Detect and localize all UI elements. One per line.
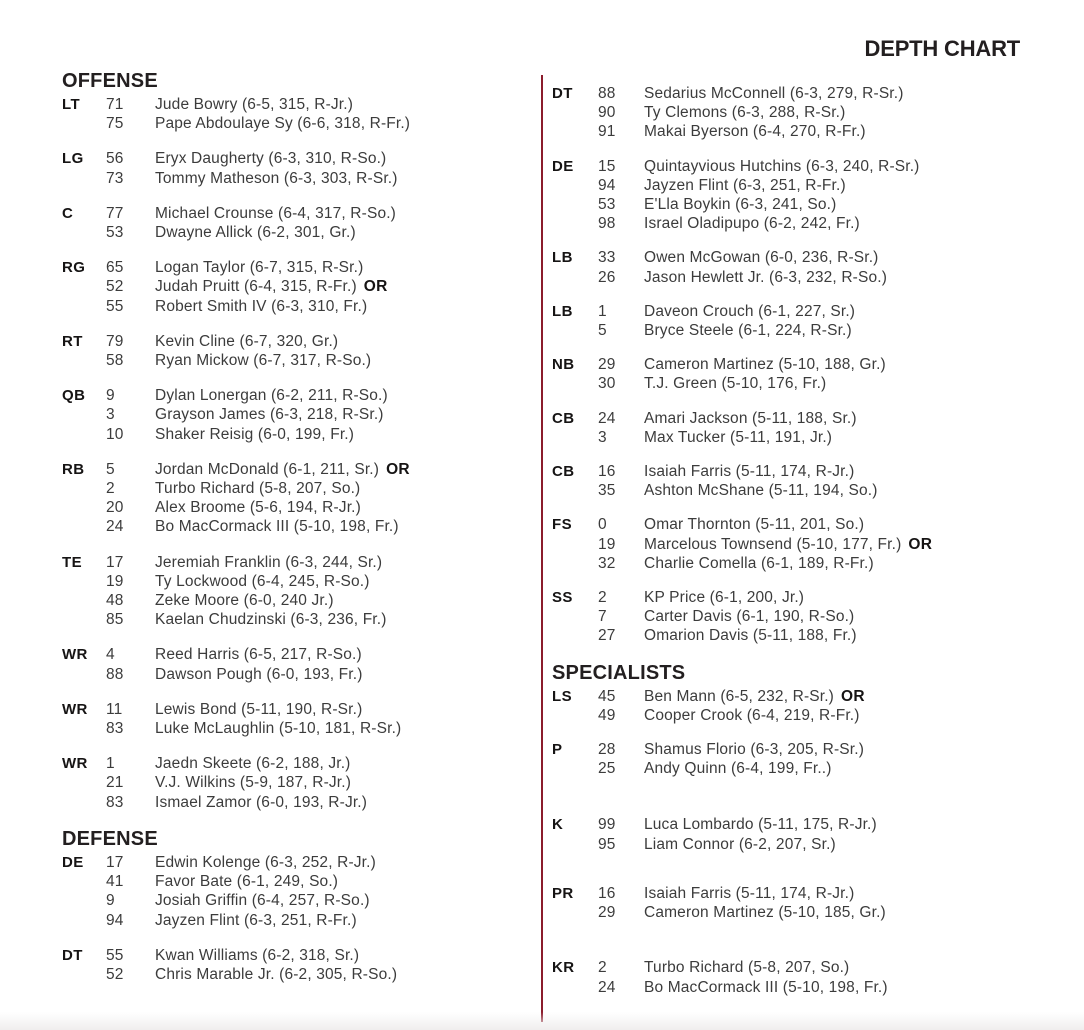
player-name: Kaelan Chudzinski (6-3, 236, Fr.) bbox=[155, 611, 387, 629]
jersey-number: 7 bbox=[598, 608, 607, 626]
position-group-c bbox=[62, 204, 540, 242]
player-row bbox=[598, 588, 1030, 607]
player-row bbox=[598, 302, 1030, 321]
jersey-number: 71 bbox=[106, 96, 124, 113]
player-name: Tommy Matheson (6-3, 303, R-Sr.) bbox=[155, 169, 398, 187]
player-name: Cameron Martinez (5-10, 185, Gr.) bbox=[644, 904, 886, 922]
player-name: Robert Smith IV (6-3, 310, Fr.) bbox=[155, 297, 368, 315]
position-label: PR bbox=[552, 884, 574, 902]
player-row bbox=[598, 176, 1030, 195]
player-name: Ashton McShane (5-11, 194, So.) bbox=[644, 482, 878, 500]
player-row bbox=[598, 706, 1030, 725]
depth-chart-column-right bbox=[552, 84, 1030, 1013]
jersey-number: 1 bbox=[598, 302, 607, 320]
jersey-number: 88 bbox=[598, 85, 616, 102]
jersey-number: 25 bbox=[598, 760, 616, 778]
jersey-number: 1 bbox=[106, 755, 115, 773]
player-name: Luca Lombardo (5-11, 175, R-Jr.) bbox=[644, 816, 877, 834]
player-name: Judah Pruitt (6-4, 315, R-Fr.) bbox=[155, 278, 357, 296]
position-label: DE bbox=[62, 853, 84, 871]
jersey-number: 95 bbox=[598, 835, 616, 853]
jersey-number: 19 bbox=[598, 535, 616, 553]
page-title: DEPTH CHART bbox=[864, 36, 1020, 61]
player-name: Jordan McDonald (6-1, 211, Sr.) bbox=[155, 460, 380, 478]
player-name: Luke McLaughlin (5-10, 181, R-Sr.) bbox=[155, 720, 402, 738]
jersey-number: 3 bbox=[598, 428, 607, 446]
position-group-cb bbox=[552, 409, 1030, 447]
position-group-wr bbox=[62, 754, 540, 812]
player-row bbox=[598, 554, 1030, 573]
position-label: WR bbox=[62, 700, 88, 718]
jersey-number: 90 bbox=[598, 104, 616, 122]
player-row bbox=[106, 517, 540, 536]
player-name: Daveon Crouch (6-1, 227, Sr.) bbox=[644, 302, 856, 320]
jersey-number: 94 bbox=[598, 176, 616, 194]
player-row bbox=[106, 754, 540, 773]
player-name: Grayson James (6-3, 218, R-Sr.) bbox=[155, 406, 384, 424]
player-row bbox=[106, 223, 540, 242]
player-name: Dylan Lonergan (6-2, 211, R-So.) bbox=[155, 387, 388, 405]
jersey-number: 35 bbox=[598, 482, 616, 500]
position-group-rb bbox=[62, 460, 540, 537]
player-name: T.J. Green (5-10, 176, Fr.) bbox=[644, 375, 827, 393]
player-name: KP Price (6-1, 200, Jr.) bbox=[644, 589, 805, 607]
position-label: TE bbox=[62, 553, 82, 571]
player-name: Dwayne Allick (6-2, 301, Gr.) bbox=[155, 224, 356, 242]
player-name: Eryx Daugherty (6-3, 310, R-So.) bbox=[155, 150, 387, 168]
jersey-number: 2 bbox=[106, 480, 115, 498]
player-row bbox=[598, 884, 1030, 903]
position-label: C bbox=[62, 204, 74, 222]
player-row bbox=[598, 248, 1030, 267]
player-name: Amari Jackson (5-11, 188, Sr.) bbox=[644, 409, 857, 427]
position-label: RB bbox=[62, 460, 85, 478]
position-label: QB bbox=[62, 387, 86, 405]
player-row bbox=[106, 793, 540, 812]
player-name: Sedarius McConnell (6-3, 279, R-Sr.) bbox=[644, 85, 904, 102]
player-row bbox=[598, 687, 1030, 706]
column-divider bbox=[541, 75, 543, 1022]
player-row bbox=[598, 157, 1030, 176]
jersey-number: 98 bbox=[598, 215, 616, 233]
player-name: Bryce Steele (6-1, 224, R-Sr.) bbox=[644, 322, 852, 340]
player-name: Edwin Kolenge (6-3, 252, R-Jr.) bbox=[155, 853, 376, 871]
jersey-number: 27 bbox=[598, 627, 616, 645]
player-name: Ty Clemons (6-3, 288, R-Sr.) bbox=[644, 104, 846, 122]
player-name: Isaiah Farris (5-11, 174, R-Jr.) bbox=[644, 463, 855, 481]
player-name: Josiah Griffin (6-4, 257, R-So.) bbox=[155, 892, 370, 910]
player-name: Jude Bowry (6-5, 315, R-Jr.) bbox=[155, 96, 354, 113]
player-row bbox=[106, 332, 540, 351]
section-offense bbox=[62, 70, 540, 812]
jersey-number: 24 bbox=[598, 978, 616, 996]
position-group-ls bbox=[552, 687, 1030, 725]
jersey-number: 48 bbox=[106, 592, 124, 610]
position-label: NB bbox=[552, 356, 575, 374]
jersey-number: 16 bbox=[598, 884, 616, 902]
jersey-number: 56 bbox=[106, 150, 124, 168]
jersey-number: 58 bbox=[106, 352, 124, 370]
player-name: Makai Byerson (6-4, 270, R-Fr.) bbox=[644, 123, 866, 141]
player-name: Dawson Pough (6-0, 193, Fr.) bbox=[155, 665, 363, 683]
jersey-number: 4 bbox=[106, 646, 115, 664]
section-heading-specialists: SPECIALISTS bbox=[552, 661, 686, 684]
player-name: Michael Crounse (6-4, 317, R-So.) bbox=[155, 204, 396, 222]
player-row bbox=[106, 591, 540, 610]
player-name: Cameron Martinez (5-10, 188, Gr.) bbox=[644, 356, 886, 374]
position-label: WR bbox=[62, 755, 88, 773]
jersey-number: 94 bbox=[106, 911, 124, 929]
jersey-number: 2 bbox=[598, 589, 607, 607]
section-specialists bbox=[552, 662, 1030, 997]
player-name: Reed Harris (6-5, 217, R-So.) bbox=[155, 646, 362, 664]
player-row bbox=[106, 277, 540, 296]
player-row bbox=[598, 835, 1030, 854]
player-name: Marcelous Townsend (5-10, 177, Fr.) bbox=[644, 535, 902, 553]
player-row bbox=[106, 965, 540, 984]
position-group-fs bbox=[552, 515, 1030, 573]
position-group-de bbox=[552, 157, 1030, 234]
jersey-number: 29 bbox=[598, 356, 616, 374]
jersey-number: 24 bbox=[106, 518, 124, 536]
player-row bbox=[106, 460, 540, 479]
player-row bbox=[106, 351, 540, 370]
position-label: LS bbox=[552, 687, 572, 705]
position-group-qb bbox=[62, 386, 540, 444]
position-label: FS bbox=[552, 516, 572, 534]
position-label: P bbox=[552, 741, 563, 759]
player-row bbox=[106, 297, 540, 316]
jersey-number: 16 bbox=[598, 463, 616, 481]
position-group-wr bbox=[62, 700, 540, 738]
player-row bbox=[106, 425, 540, 444]
player-name: Chris Marable Jr. (6-2, 305, R-So.) bbox=[155, 965, 398, 983]
player-row bbox=[598, 103, 1030, 122]
or-designation: OR bbox=[908, 535, 933, 553]
player-name: E'Lla Boykin (6-3, 241, So.) bbox=[644, 196, 837, 214]
player-name: Jayzen Flint (6-3, 251, R-Fr.) bbox=[155, 911, 357, 929]
jersey-number: 55 bbox=[106, 946, 124, 964]
player-name: Bo MacCormack III (5-10, 198, Fr.) bbox=[155, 518, 399, 536]
player-name: Kwan Williams (6-2, 318, Sr.) bbox=[155, 946, 360, 964]
jersey-number: 41 bbox=[106, 873, 124, 891]
position-label: KR bbox=[552, 959, 575, 977]
player-row bbox=[106, 169, 540, 188]
player-name: Ismael Zamor (6-0, 193, R-Jr.) bbox=[155, 793, 368, 811]
player-row bbox=[106, 204, 540, 223]
player-name: Jason Hewlett Jr. (6-3, 232, R-So.) bbox=[644, 268, 888, 286]
jersey-number: 0 bbox=[598, 516, 607, 534]
player-name: Jaedn Skeete (6-2, 188, Jr.) bbox=[155, 755, 351, 773]
position-group-kr bbox=[552, 958, 1030, 996]
jersey-number: 88 bbox=[106, 665, 124, 683]
player-row bbox=[106, 405, 540, 424]
position-label: WR bbox=[62, 646, 88, 664]
position-group-pr bbox=[552, 884, 1030, 922]
player-row bbox=[598, 515, 1030, 534]
jersey-number: 49 bbox=[598, 706, 616, 724]
depth-chart-column-left bbox=[62, 68, 540, 1000]
player-row bbox=[106, 479, 540, 498]
player-name: Logan Taylor (6-7, 315, R-Sr.) bbox=[155, 259, 364, 277]
player-name: Favor Bate (6-1, 249, So.) bbox=[155, 873, 339, 891]
position-label: CB bbox=[552, 409, 575, 427]
jersey-number: 30 bbox=[598, 375, 616, 393]
player-row bbox=[106, 911, 540, 930]
position-label: SS bbox=[552, 589, 573, 607]
player-row bbox=[106, 700, 540, 719]
player-row bbox=[106, 386, 540, 405]
jersey-number: 55 bbox=[106, 297, 124, 315]
jersey-number: 83 bbox=[106, 793, 124, 811]
position-label: DT bbox=[552, 85, 573, 102]
position-label: CB bbox=[552, 463, 575, 481]
player-row bbox=[598, 759, 1030, 778]
player-name: Max Tucker (5-11, 191, Jr.) bbox=[644, 428, 833, 446]
position-group-ss bbox=[552, 588, 1030, 646]
player-row bbox=[598, 122, 1030, 141]
jersey-number: 29 bbox=[598, 904, 616, 922]
player-row bbox=[598, 462, 1030, 481]
player-name: Jayzen Flint (6-3, 251, R-Fr.) bbox=[644, 176, 846, 194]
player-row bbox=[106, 114, 540, 133]
jersey-number: 52 bbox=[106, 965, 124, 983]
player-name: V.J. Wilkins (5-9, 187, R-Jr.) bbox=[155, 774, 352, 792]
player-row bbox=[106, 258, 540, 277]
jersey-number: 65 bbox=[106, 259, 124, 277]
player-row bbox=[106, 665, 540, 684]
player-row bbox=[598, 268, 1030, 287]
position-group-dt bbox=[62, 946, 540, 984]
player-name: Ben Mann (6-5, 232, R-Sr.) bbox=[644, 687, 834, 705]
jersey-number: 9 bbox=[106, 892, 115, 910]
player-row bbox=[106, 719, 540, 738]
position-group-nb bbox=[552, 355, 1030, 393]
player-name: Bo MacCormack III (5-10, 198, Fr.) bbox=[644, 978, 888, 996]
player-name: Charlie Comella (6-1, 189, R-Fr.) bbox=[644, 554, 874, 572]
jersey-number: 2 bbox=[598, 959, 607, 977]
jersey-number: 99 bbox=[598, 816, 616, 834]
jersey-number: 19 bbox=[106, 572, 124, 590]
jersey-number: 33 bbox=[598, 249, 616, 267]
player-row bbox=[598, 84, 1030, 103]
or-designation: OR bbox=[363, 278, 388, 296]
jersey-number: 91 bbox=[598, 123, 616, 141]
player-row bbox=[106, 853, 540, 872]
player-row bbox=[598, 978, 1030, 997]
jersey-number: 83 bbox=[106, 720, 124, 738]
position-group-wr bbox=[62, 645, 540, 683]
player-row bbox=[106, 553, 540, 572]
position-group-cb bbox=[552, 462, 1030, 500]
player-name: Zeke Moore (6-0, 240 Jr.) bbox=[155, 592, 334, 610]
jersey-number: 85 bbox=[106, 611, 124, 629]
player-row bbox=[598, 355, 1030, 374]
position-group-lt bbox=[62, 95, 540, 133]
position-label: DE bbox=[552, 157, 574, 175]
position-group-lb bbox=[552, 302, 1030, 340]
jersey-number: 5 bbox=[106, 460, 115, 478]
jersey-number: 11 bbox=[106, 700, 123, 718]
player-name: Pape Abdoulaye Sy (6-6, 318, R-Fr.) bbox=[155, 115, 411, 133]
player-row bbox=[106, 946, 540, 965]
section-defense bbox=[62, 828, 540, 984]
player-row bbox=[106, 95, 540, 114]
page-bottom-fade bbox=[0, 1012, 1084, 1030]
player-name: Owen McGowan (6-0, 236, R-Sr.) bbox=[644, 249, 879, 267]
player-row bbox=[598, 428, 1030, 447]
player-name: Kevin Cline (6-7, 320, Gr.) bbox=[155, 332, 339, 350]
jersey-number: 52 bbox=[106, 278, 124, 296]
jersey-number: 3 bbox=[106, 406, 115, 424]
jersey-number: 73 bbox=[106, 169, 124, 187]
jersey-number: 77 bbox=[106, 204, 124, 222]
player-row bbox=[106, 498, 540, 517]
jersey-number: 32 bbox=[598, 554, 616, 572]
position-group-lb bbox=[552, 248, 1030, 286]
player-row bbox=[106, 610, 540, 629]
position-label: K bbox=[552, 816, 564, 834]
player-row bbox=[598, 195, 1030, 214]
jersey-number: 21 bbox=[106, 774, 124, 792]
jersey-number: 53 bbox=[598, 196, 616, 214]
jersey-number: 5 bbox=[598, 322, 607, 340]
player-name: Andy Quinn (6-4, 199, Fr..) bbox=[644, 760, 832, 778]
jersey-number: 15 bbox=[598, 157, 616, 175]
position-group-rg bbox=[62, 258, 540, 316]
player-row bbox=[598, 607, 1030, 626]
jersey-number: 17 bbox=[106, 853, 124, 871]
position-label: RG bbox=[62, 259, 86, 277]
player-name: Shamus Florio (6-3, 205, R-Sr.) bbox=[644, 741, 864, 759]
position-group-te bbox=[62, 553, 540, 630]
player-row bbox=[106, 572, 540, 591]
player-name: Quintayvious Hutchins (6-3, 240, R-Sr.) bbox=[644, 157, 920, 175]
player-row bbox=[598, 958, 1030, 977]
or-designation: OR bbox=[840, 687, 865, 705]
player-row bbox=[106, 773, 540, 792]
jersey-number: 45 bbox=[598, 687, 616, 705]
jersey-number: 75 bbox=[106, 115, 124, 133]
jersey-number: 9 bbox=[106, 387, 115, 405]
position-label: LB bbox=[552, 302, 573, 320]
position-group-lg bbox=[62, 149, 540, 187]
position-label: LT bbox=[62, 96, 81, 113]
player-name: Shaker Reisig (6-0, 199, Fr.) bbox=[155, 425, 355, 443]
or-designation: OR bbox=[386, 460, 410, 478]
player-name: Liam Connor (6-2, 207, Sr.) bbox=[644, 835, 836, 853]
jersey-number: 28 bbox=[598, 741, 616, 759]
player-name: Omar Thornton (5-11, 201, So.) bbox=[644, 516, 865, 534]
position-group-rt bbox=[62, 332, 540, 370]
player-row bbox=[598, 321, 1030, 340]
player-row bbox=[598, 374, 1030, 393]
player-row bbox=[598, 535, 1030, 554]
position-label: LB bbox=[552, 249, 573, 267]
player-name: Alex Broome (5-6, 194, R-Jr.) bbox=[155, 499, 361, 517]
section-defense-continued bbox=[552, 84, 1030, 646]
player-name: Ty Lockwood (6-4, 245, R-So.) bbox=[155, 572, 370, 590]
player-row bbox=[598, 214, 1030, 233]
position-group-k bbox=[552, 815, 1030, 853]
section-heading-offense: OFFENSE bbox=[62, 70, 158, 92]
player-name: Israel Oladipupo (6-2, 242, Fr.) bbox=[644, 215, 860, 233]
player-row bbox=[598, 815, 1030, 834]
position-label: RT bbox=[62, 332, 83, 350]
jersey-number: 10 bbox=[106, 425, 124, 443]
position-group-dt bbox=[552, 84, 1030, 142]
jersey-number: 17 bbox=[106, 553, 124, 571]
player-row bbox=[106, 149, 540, 168]
section-heading-defense: DEFENSE bbox=[62, 827, 158, 850]
player-row bbox=[598, 481, 1030, 500]
player-row bbox=[106, 891, 540, 910]
player-row bbox=[598, 740, 1030, 759]
player-name: Turbo Richard (5-8, 207, So.) bbox=[644, 959, 850, 977]
position-group-p bbox=[552, 740, 1030, 778]
player-row bbox=[106, 872, 540, 891]
player-row bbox=[598, 626, 1030, 645]
jersey-number: 26 bbox=[598, 268, 616, 286]
player-name: Lewis Bond (5-11, 190, R-Sr.) bbox=[155, 700, 363, 718]
jersey-number: 20 bbox=[106, 499, 124, 517]
player-name: Turbo Richard (5-8, 207, So.) bbox=[155, 480, 361, 498]
player-row bbox=[598, 903, 1030, 922]
player-name: Omarion Davis (5-11, 188, Fr.) bbox=[644, 627, 857, 645]
jersey-number: 79 bbox=[106, 332, 124, 350]
player-name: Isaiah Farris (5-11, 174, R-Jr.) bbox=[644, 884, 855, 902]
player-row bbox=[598, 409, 1030, 428]
jersey-number: 53 bbox=[106, 224, 124, 242]
player-row bbox=[106, 645, 540, 664]
jersey-number: 24 bbox=[598, 409, 616, 427]
position-label: LG bbox=[62, 150, 84, 168]
player-name: Jeremiah Franklin (6-3, 244, Sr.) bbox=[155, 553, 383, 571]
player-name: Ryan Mickow (6-7, 317, R-So.) bbox=[155, 352, 372, 370]
position-label: DT bbox=[62, 946, 83, 964]
player-name: Cooper Crook (6-4, 219, R-Fr.) bbox=[644, 706, 860, 724]
player-name: Carter Davis (6-1, 190, R-So.) bbox=[644, 608, 855, 626]
position-group-de bbox=[62, 853, 540, 930]
